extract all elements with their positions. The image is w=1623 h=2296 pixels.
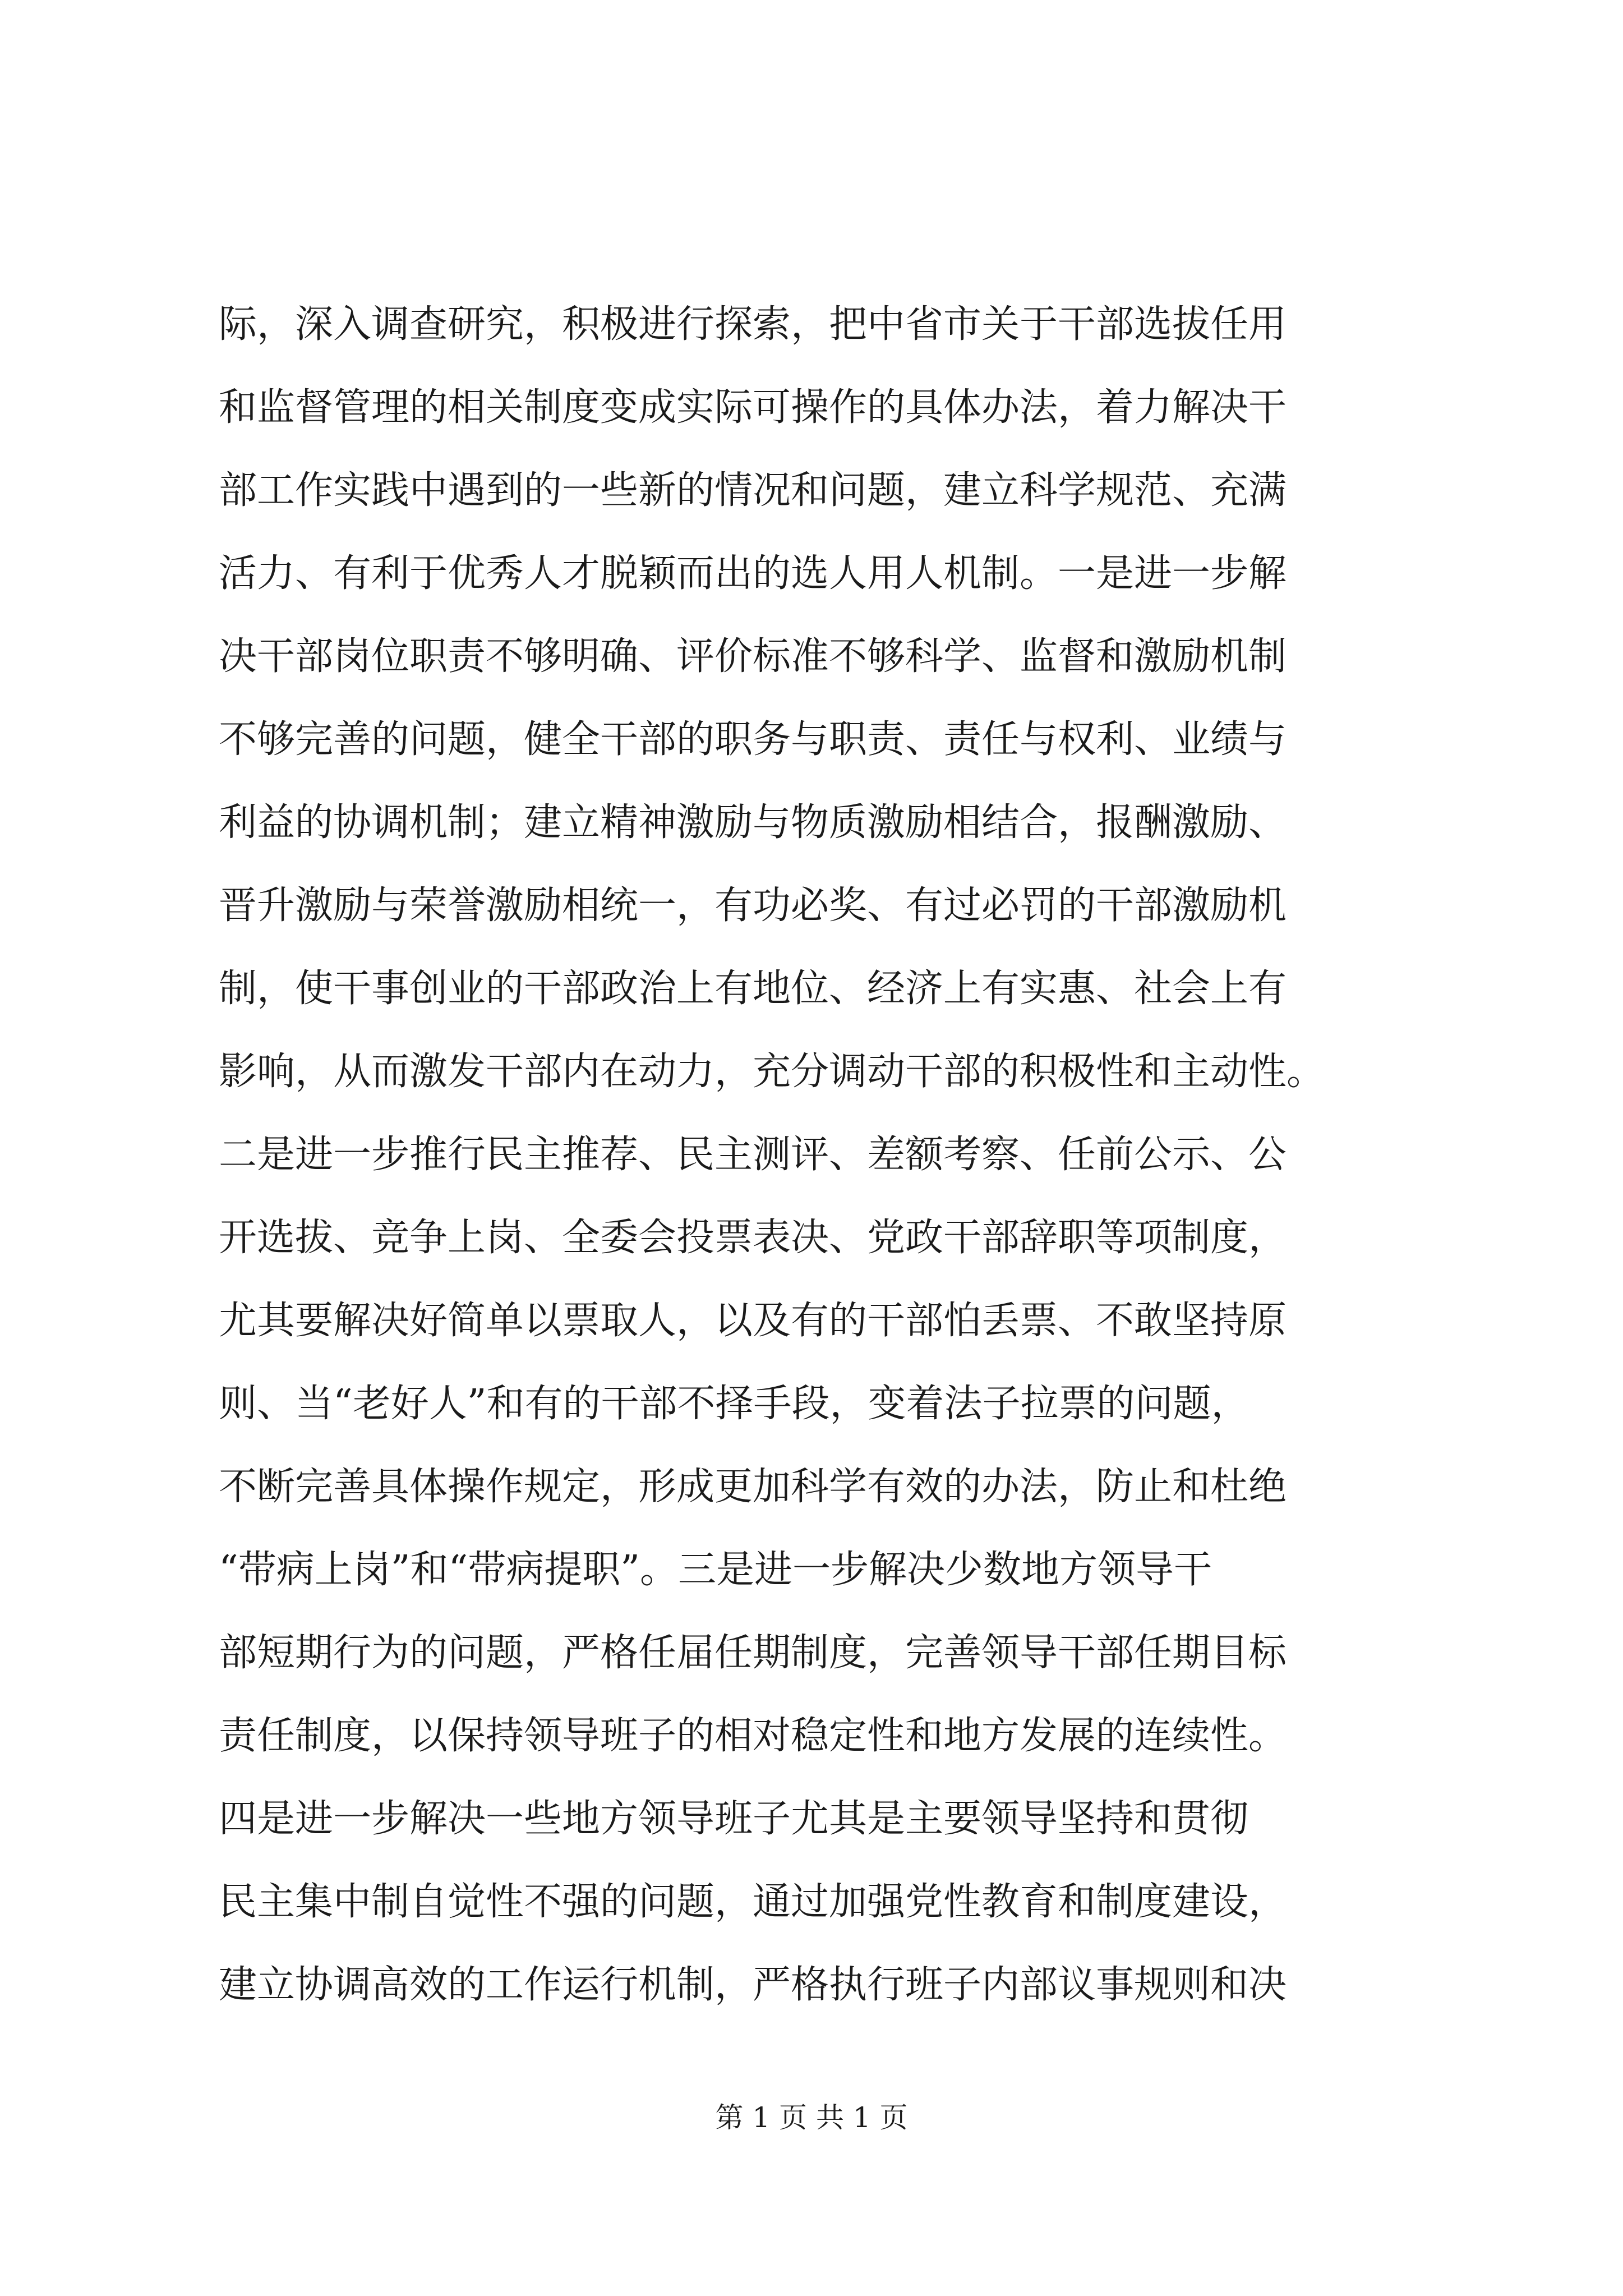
text-line: 利益的协调机制；建立精神激励与物质激励相结合，报酬激励、 bbox=[219, 800, 1287, 845]
text-line: 部短期行为的问题，严格任届任期制度，完善领导干部任期目标 bbox=[219, 1631, 1287, 1675]
text-line: 不断完善具体操作规定，形成更加科学有效的办法，防止和杜绝 bbox=[219, 1465, 1287, 1509]
text-line: 际，深入调查研究，积极进行探索，把中省市关于干部选拔任用 bbox=[219, 302, 1287, 347]
text-line: 活力、有利于优秀人才脱颖而出的选人用人机制。一是进一步解 bbox=[219, 551, 1287, 596]
text-line: 影响，从而激发干部内在动力，充分调动干部的积极性和主动性。 bbox=[219, 1050, 1325, 1094]
text-line: 晋升激励与荣誉激励相统一，有功必奖、有过必罚的干部激励机 bbox=[219, 884, 1287, 928]
text-line: 开选拔、竞争上岗、全委会投票表决、党政干部辞职等项制度， bbox=[219, 1216, 1287, 1260]
text-line: 责任制度，以保持领导班子的相对稳定性和地方发展的连续性。 bbox=[219, 1714, 1287, 1758]
text-line: 不够完善的问题，健全干部的职务与职责、责任与权利、业绩与 bbox=[219, 717, 1287, 762]
text-line: 部工作实践中遇到的一些新的情况和问题，建立科学规范、充满 bbox=[219, 468, 1287, 513]
text-line: “带病上岗”和“带病提职”。三是进一步解决少数地方领导干 bbox=[219, 1548, 1212, 1592]
text-line: 二是进一步推行民主推荐、民主测评、差额考察、任前公示、公 bbox=[219, 1133, 1287, 1177]
page-number-footer: 第 1 页 共 1 页 bbox=[715, 2101, 908, 2134]
text-line: 和监督管理的相关制度变成实际可操作的具体办法，着力解决干 bbox=[219, 385, 1287, 430]
text-line: 民主集中制自觉性不强的问题，通过加强党性教育和制度建设， bbox=[219, 1880, 1287, 1924]
text-line: 决干部岗位职责不够明确、评价标准不够科学、监督和激励机制 bbox=[219, 634, 1287, 679]
text-line: 尤其要解决好简单以票取人，以及有的干部怕丢票、不敢坚持原 bbox=[219, 1299, 1287, 1343]
text-line: 则、当“老好人”和有的干部不择手段，变着法子拉票的问题， bbox=[219, 1382, 1249, 1426]
body-text bbox=[219, 283, 1419, 2027]
text-line: 建立协调高效的工作运行机制，严格执行班子内部议事规则和决 bbox=[219, 1963, 1287, 2007]
text-line: 四是进一步解决一些地方领导班子尤其是主要领导坚持和贯彻 bbox=[219, 1797, 1249, 1841]
text-line: 制，使干事创业的干部政治上有地位、经济上有实惠、社会上有 bbox=[219, 967, 1287, 1011]
